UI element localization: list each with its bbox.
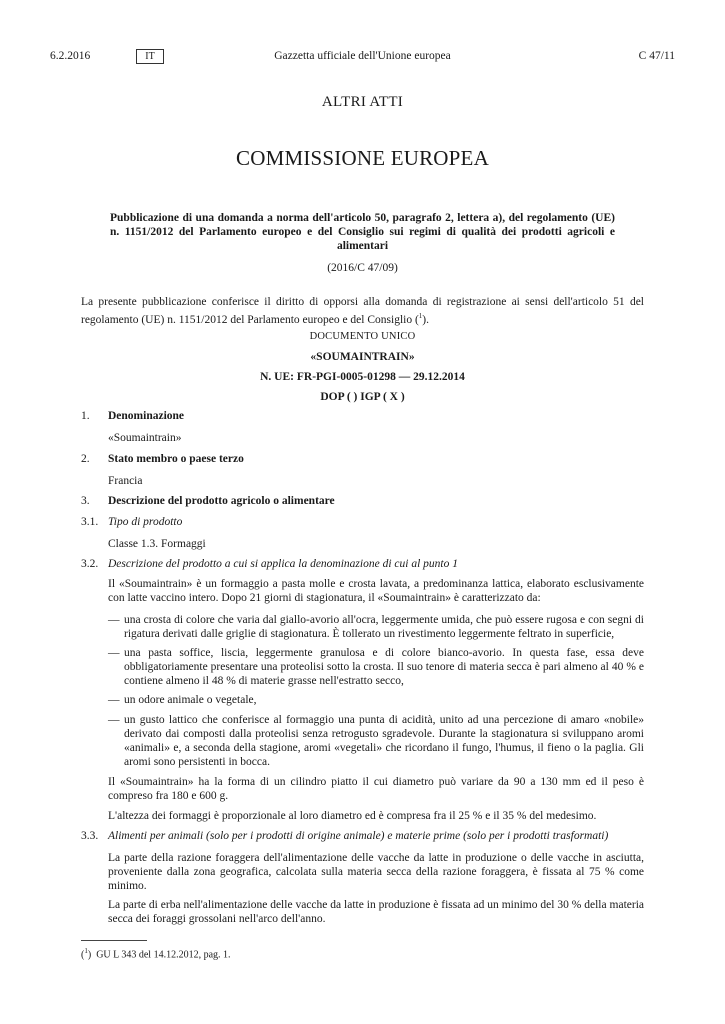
language-badge: IT <box>136 49 164 64</box>
dash-marker: — <box>108 647 120 659</box>
journal-title: Gazzetta ufficiale dell'Unione europea <box>274 50 451 62</box>
list-item <box>108 646 644 688</box>
footnote-ref: 1 <box>418 312 423 320</box>
list-item-text: un odore animale o vegetale, <box>124 694 257 706</box>
list-item-text: una pasta soffice, liscia, leggermente granulosa e di colore bianco-avorio. In questa fase, essa deve obbligatoriamente presentare una proteolisi sotto la crosta. Il suo tenore di materia secca è pari almeno al 40 % e contiene almeno il 48 % di materie grasse nell'estratto secco, <box>124 647 644 687</box>
dop-igp-selection: DOP ( ) IGP ( X ) <box>320 391 405 403</box>
list-item <box>108 613 644 641</box>
section-number: 3. <box>81 495 90 507</box>
list-item-text: una crosta di colore che varia dal giallo-avorio all'ocra, leggermente umida, che può essere rugosa e con segni di rigatura derivati dalle griglie di stagionatura. È tollerato un rivestimento leggermente feltrato in superficie, <box>124 614 644 640</box>
subsection-heading: Descrizione del prodotto a cui si applica la denominazione di cui al punto 1 <box>108 558 458 570</box>
section-heading: Stato membro o paese terzo <box>108 453 244 465</box>
publication-reference: (2016/C 47/09) <box>327 262 398 274</box>
dash-marker: — <box>108 694 120 706</box>
list-item <box>108 693 644 707</box>
page-header <box>50 48 675 68</box>
subsection-value: Classe 1.3. Formaggi <box>108 538 206 550</box>
intro-paragraph <box>81 295 644 327</box>
footnote-text: GU L 343 del 14.12.2012, pag. 1. <box>96 949 231 961</box>
subsection-number: 3.1. <box>81 516 99 528</box>
header-date: 6.2.2016 <box>50 50 91 62</box>
section-title: ALTRI ATTI <box>321 94 404 110</box>
list-item-text: un gusto lattico che conferisce al formaggio una punta di acidità, unito ad una percezione di amaro «nobile» derivato dai composti dalla proteolisi senza retrogusto sgradevole. Durante la stagionatura si sviluppano aromi «animali» e, a seconda della stagione, aromi «vegetali» che ricordano il fungo, l'humus, il fieno o la paglia. Gli aromi sono persistenti in bocca. <box>124 714 644 768</box>
publication-title: Pubblicazione di una domanda a norma dell'articolo 50, paragrafo 2, lettera a), del regolamento (UE) n. 1151/2012 del Parlamento europeo e del Consiglio sui regimi di qualità dei prodotti agricoli e alimentari <box>110 212 615 252</box>
footnote-mark: 1 <box>84 947 88 955</box>
section-number: 1. <box>81 410 90 422</box>
section-value: «Soumaintrain» <box>108 432 182 444</box>
subsection-number: 3.2. <box>81 558 99 570</box>
dash-marker: — <box>108 614 120 626</box>
product-name: «SOUMAINTRAIN» <box>310 351 415 363</box>
subsection-number: 3.3. <box>81 830 99 842</box>
paragraph: La parte della razione foraggera dell'alimentazione delle vacche da latte in produzione o delle vacche in asciutta, proveniente dalla zona geografica, calcolata sulla materia secca della razione foraggera, è fissata al 75 % come minimo. <box>108 852 644 892</box>
paragraph: Il «Soumaintrain» è un formaggio a pasta molle e crosta lavata, a predominanza lattica, elaborato esclusivamente con latte vaccino intero. Dopo 21 giorni di stagionatura, il «Soumaintrain» è caratterizzato da: <box>108 578 644 604</box>
paragraph: L'altezza dei formaggi è proporzionale al loro diametro ed è compresa fra il 25 % e il 35 % del medesimo. <box>108 810 597 822</box>
paragraph: La parte di erba nell'alimentazione delle vacche da latte in produzione è fissata ad un minimo del 30 % della materia secca dei foraggi grossolani nell'arco dell'anno. <box>108 899 644 925</box>
list-item <box>108 713 644 769</box>
section-value: Francia <box>108 475 143 487</box>
commission-title: COMMISSIONE EUROPEA <box>236 146 489 170</box>
ue-number: N. UE: FR-PGI-0005-01298 — 29.12.2014 <box>260 371 465 383</box>
intro-text: La presente pubblicazione conferisce il diritto di opporsi alla domanda di registrazione ai sensi dell'articolo 51 del regolamento (UE) n. 1151/2012 del Parlamento europeo e del Consiglio ( <box>81 296 644 326</box>
section-heading: Denominazione <box>108 410 185 422</box>
section-heading: Descrizione del prodotto agricolo o alimentare <box>108 495 335 507</box>
intro-text-end: ). <box>422 313 430 326</box>
document-type: DOCUMENTO UNICO <box>309 331 416 342</box>
subsection-heading: Tipo di prodotto <box>108 516 183 528</box>
footnote: ($^1$) GU L 343 del 14.12.2012, pag. 1. <box>81 947 231 961</box>
section-number: 2. <box>81 453 90 465</box>
page-number: C 47/11 <box>638 50 675 62</box>
dash-marker: — <box>108 714 120 726</box>
footnote-divider <box>81 940 147 941</box>
subsection-heading: Alimenti per animali (solo per i prodotti di origine animale) e materie prime (solo per i prodotti trasformati) <box>108 830 609 842</box>
paragraph: Il «Soumaintrain» ha la forma di un cilindro piatto il cui diametro può variare da 90 a 130 mm ed il peso è compreso fra 180 e 600 g. <box>108 776 644 802</box>
